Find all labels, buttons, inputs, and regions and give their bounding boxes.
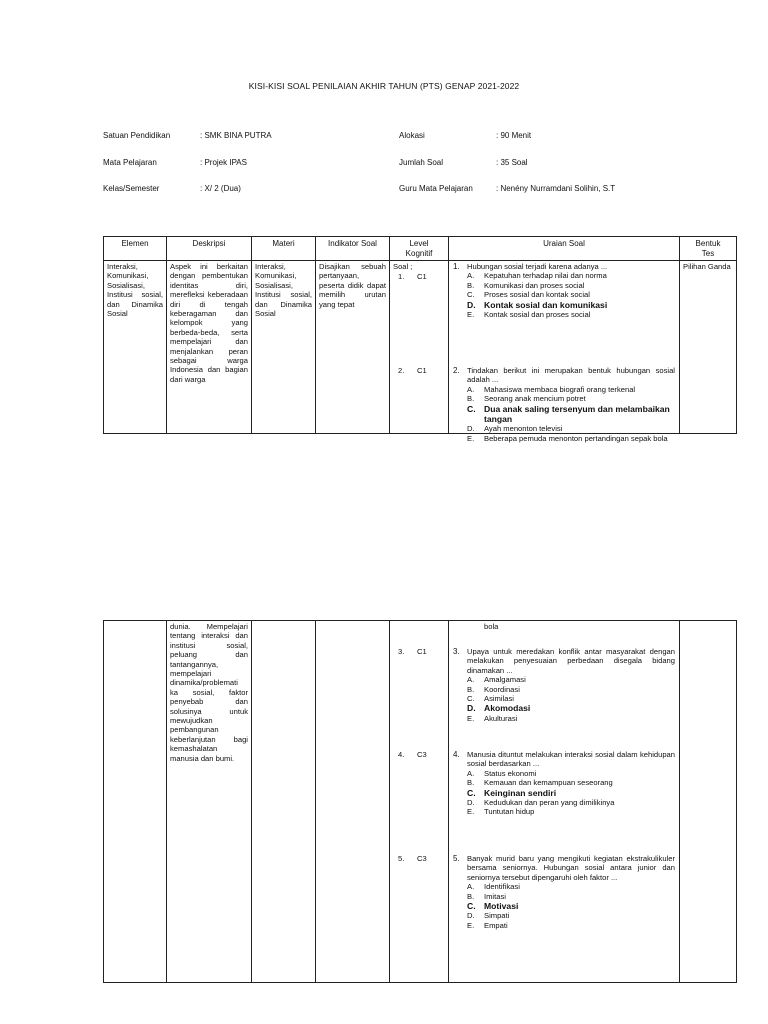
question-5 [467,854,675,930]
info-label-alokasi: Alokasi [399,131,425,140]
info-label-kelas: Kelas/Semester [103,184,160,193]
q5-num-inline: 5. [453,854,460,863]
kisi-table-part1 [103,236,737,443]
header-materi: Materi [252,237,316,261]
q2-option-e-continued: bola [484,622,499,631]
header-elemen: Elemen [104,237,167,261]
q3-number: 3. [398,647,405,656]
q2-option-c-answer: C. Dua anak saling tersenyum dan melambaikan tangan [467,403,670,425]
cell-indikator: Disajikan sebuah pertanyaan, peserta didik dapat memilih urutan yang tepat [319,262,386,309]
question-4 [467,750,675,817]
info-value-mapel: : Projek IPAS [200,158,247,167]
q2-text: Tindakan berikut ini merupakan bentuk hubungan sosial adalah ... [467,366,675,385]
q5-number: 5. [398,854,405,863]
info-value-jumlah: : 35 Soal [496,158,528,167]
info-label-satuan: Satuan Pendidikan [103,131,171,140]
q5-text: Banyak murid baru yang mengikuti kegiatan ekstrakulikuler bersama seniornya. Hubungan sosial antara junior dan seniornya tersebut dipengaruhi oleh faktor ... [467,854,675,882]
q4-option-e: E. Tuntutan hidup [467,807,535,817]
question-1 [467,262,675,319]
q5-option-c-answer: C. Motivasi [467,901,519,912]
q3-level: C1 [417,647,427,656]
q2-option-a: A. Mahasiswa membaca biografi orang terkenal [467,384,636,394]
q4-text: Manusia dituntut melakukan interaksi sosial dalam kehidupan sosial berdasarkan ... [467,750,675,769]
q1-option-d-answer: D. Kontak sosial dan komunikasi [467,299,608,310]
cell-deskripsi-part2: dunia. Mempelajari tentang interaksi dan institusi sosial, peluang dan tantangannya, mempelajari dinamika/problemati ka sosial, faktor penyebab dan solusinya untuk mewujudkan pembangunan keberlanjutan bagi kemashalatan manusia dan bumi. [170,622,248,763]
q1-option-a: A. Kepatuhan terhadap nilai dan norma [467,271,607,281]
q4-level: C3 [417,750,427,759]
q3-option-b: B. Koordinasi [467,684,520,694]
q5-option-b: B. Imitasi [467,891,506,901]
q3-option-a: A. Amalgamasi [467,675,526,685]
header-indikator: Indikator Soal [316,237,390,261]
q3-option-e: E. Akulturasi [467,713,518,723]
q1-text: Hubungan sosial terjadi karena adanya ... [467,262,608,271]
question-2 [467,366,675,443]
q1-level: C1 [417,272,427,281]
q3-text: Upaya untuk meredakan konflik antar masyarakat dengan melakukan penyesuaian perbedaan disegala bidang dinamakan ... [467,647,675,675]
q1-num-inline: 1. [453,262,460,271]
q5-option-d: D. Simpati [467,911,510,921]
q5-option-a: A. Identifikasi [467,882,520,892]
cell-deskripsi-part1: Aspek ini berkaitan dengan pembentukan identitas diri, merefleksi keberadaan diri di tengah keberagaman dan kelompok yang berbeda-beda, serta mempelajari dan menjalankan peran sebagai warga Indonesia dan bagian dari warga [170,262,248,384]
question-3 [467,647,675,723]
document-title: KISI-KISI SOAL PENILAIAN AKHIR TAHUN (PTS) GENAP 2021-2022 [248,81,520,91]
cell-materi: Interaksi, Komunikasi, Sosialisasi, Institusi sosial, dan Dinamika Sosial [255,262,312,319]
q1-option-c: C. Proses sosial dan kontak social [467,290,590,300]
q2-option-d: D. Ayah menonton televisi [467,424,563,434]
q2-number: 2. [398,366,405,375]
q2-option-e: E. Beberapa pemuda menonton pertandingan sepak bola [467,433,668,443]
info-label-jumlah: Jumlah Soal [399,158,444,167]
q5-option-e: E. Empati [467,920,508,930]
header-bentuk: Bentuk Tes [680,237,737,261]
q4-option-b: B. Kemauan dan kemampuan seseorang [467,778,613,788]
info-value-satuan: : SMK BINA PUTRA [200,131,272,140]
q4-option-a: A. Status ekonomi [467,768,537,778]
q4-number: 4. [398,750,405,759]
q1-number: 1. [398,272,405,281]
q3-num-inline: 3. [453,647,460,656]
q3-option-c: C. Asimilasi [467,694,514,704]
cell-bentuk-tes: Pilihan Ganda [683,262,731,271]
info-label-guru: Guru Mata Pelajaran [399,184,473,193]
level-header-label: Soal ; [393,262,413,271]
kisi-table-part2 [103,620,737,983]
q4-num-inline: 4. [453,750,460,759]
info-label-mapel: Mata Pelajaran [103,158,157,167]
info-value-kelas: : X/ 2 (Dua) [200,184,241,193]
q5-level: C3 [417,854,427,863]
q3-option-d-answer: D. Akomodasi [467,703,531,714]
q4-option-d: D. Kedudukan dan peran yang dimilikinya [467,798,615,808]
header-deskripsi: Deskripsi [167,237,252,261]
q4-option-c-answer: C. Keinginan sendiri [467,787,557,798]
header-uraian: Uraian Soal [449,237,680,261]
q2-option-b: B. Seorang anak mencium potret [467,394,586,404]
cell-elemen: Interaksi, Komunikasi, Sosialisasi, Institusi sosial, dan Dinamika Sosial [107,262,163,319]
q2-num-inline: 2. [453,366,460,375]
info-value-guru: : Nenény Nurramdani Solihin, S.T [496,184,616,193]
info-value-alokasi: : 90 Menit [496,131,532,140]
q1-option-e: E. Kontak sosial dan proses social [467,310,591,320]
q2-level: C1 [417,366,427,375]
q1-option-b: B. Komunikasi dan proses social [467,280,585,290]
header-level: Level Kognitif [390,237,449,261]
